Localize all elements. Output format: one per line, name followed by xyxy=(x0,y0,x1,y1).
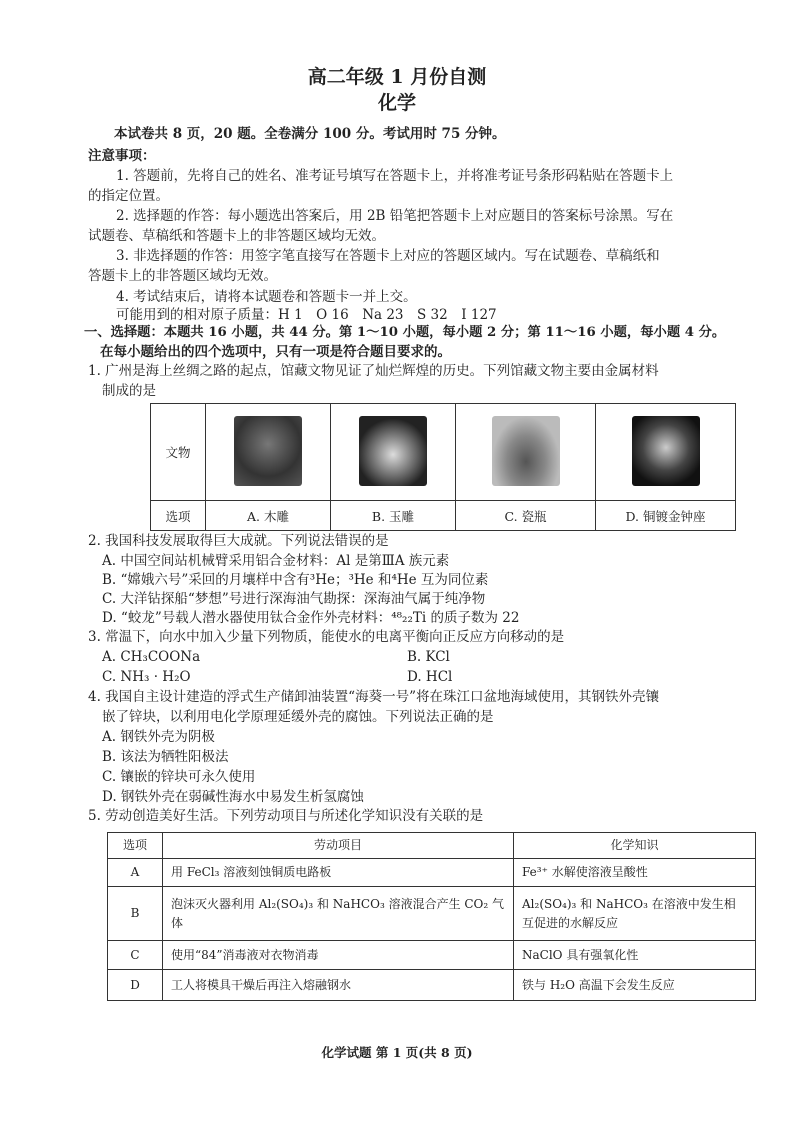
notice-line: 3. 非选择题的作答：用签字笔直接写在答题卡上对应的答题区域内。写在试题卷、草稿纸和 xyxy=(116,248,660,264)
q4-option: B. 该法为牺牲阳极法 xyxy=(102,749,229,765)
row-labor: 使用“84”消毒液对衣物消毒 xyxy=(163,941,514,970)
table-row xyxy=(108,859,756,887)
wood-carving-image xyxy=(234,416,302,486)
row-knowledge: Fe³⁺ 水解使溶液呈酸性 xyxy=(514,859,756,887)
q1-table xyxy=(150,403,736,531)
row-label: 文物 xyxy=(151,404,206,501)
table-row xyxy=(108,970,756,1001)
row-label: 选项 xyxy=(151,501,206,531)
q2-option: B. “嫦娥六号”采回的月壤样中含有³He；³He 和⁴He 互为同位素 xyxy=(102,572,489,588)
row-labor: 工人将模具干燥后再注入熔融钢水 xyxy=(163,970,514,1001)
row-labor: 用 FeCl₃ 溶液刻蚀铜质电路板 xyxy=(163,859,514,887)
notice-heading: 注意事项： xyxy=(88,148,156,164)
notice-line: 1. 答题前，先将自己的姓名、准考证号填写在答题卡上，并将准考证号条形码粘贴在答题卡上 xyxy=(116,168,674,184)
atomic-masses: 可能用到的相对原子质量：H 1 O 16 Na 23 S 32 I 127 xyxy=(116,307,497,323)
q4-stem: 4. 我国自主设计建造的浮式生产储卸油装置“海葵一号”将在珠江口盆地海域使用，其钢铁外壳镶 xyxy=(88,689,659,705)
row-option: C xyxy=(108,941,163,970)
q1-stem: 1. 广州是海上丝绸之路的起点，馆藏文物见证了灿烂辉煌的历史。下列馆藏文物主要由金属材料 xyxy=(88,363,659,379)
option-label: B. 玉雕 xyxy=(331,501,456,531)
table-row xyxy=(108,887,756,941)
row-option: A xyxy=(108,859,163,887)
row-option: D xyxy=(108,970,163,1001)
section-instruction: 在每小题给出的四个选项中，只有一项是符合题目要求的。 xyxy=(100,344,451,360)
q5-table xyxy=(107,832,756,1001)
row-option: B xyxy=(108,887,163,941)
q3-option: D. HCl xyxy=(407,669,453,685)
header-knowledge: 化学知识 xyxy=(514,833,756,859)
header-option: 选项 xyxy=(108,833,163,859)
row-knowledge: 铁与 H₂O 高温下会发生反应 xyxy=(514,970,756,1001)
notice-line: 4. 考试结束后，请将本试题卷和答题卡一并上交。 xyxy=(116,289,417,305)
q5-stem: 5. 劳动创造美好生活。下列劳动项目与所述化学知识没有关联的是 xyxy=(88,808,484,824)
q4-option: C. 镶嵌的锌块可永久使用 xyxy=(102,769,256,785)
row-knowledge: Al₂(SO₄)₃ 和 NaHCO₃ 在溶液中发生相互促进的水解反应 xyxy=(514,887,756,941)
notice-line: 的指定位置。 xyxy=(88,188,169,204)
subject-title: 化学 xyxy=(377,92,416,114)
q3-option: C. NH₃ · H₂O xyxy=(102,669,191,685)
exam-summary: 本试卷共 8 页，20 题。全卷满分 100 分。考试用时 75 分钟。 xyxy=(114,126,506,142)
q4-option: A. 钢铁外壳为阴极 xyxy=(102,729,215,745)
page-title: 高二年级 1 月份自测 xyxy=(307,66,487,88)
q1-stem: 制成的是 xyxy=(102,383,156,399)
porcelain-vase-image xyxy=(492,416,560,486)
clock-base-image xyxy=(632,416,700,486)
notice-line: 答题卡上的非答题区域均无效。 xyxy=(88,268,277,284)
q2-option: D. “蛟龙”号载人潜水器使用钛合金作外壳材料：⁴⁸₂₂Ti 的质子数为 22 xyxy=(102,610,520,626)
header-labor: 劳动项目 xyxy=(163,833,514,859)
section-heading: 一、选择题：本题共 16 小题，共 44 分。第 1～10 小题，每小题 2 分；第 11～16 小题，每小题 4 分。 xyxy=(84,325,726,340)
row-knowledge: NaClO 具有强氧化性 xyxy=(514,941,756,970)
q4-option: D. 钢铁外壳在弱碱性海水中易发生析氢腐蚀 xyxy=(102,789,364,805)
q3-stem: 3. 常温下，向水中加入少量下列物质，能使水的电离平衡向正反应方向移动的是 xyxy=(88,629,565,645)
q2-option: C. 大洋钻探船“梦想”号进行深海油气勘探：深海油气属于纯净物 xyxy=(102,591,486,607)
notice-line: 2. 选择题的作答：每小题选出答案后，用 2B 铅笔把答题卡上对应题目的答案标号涂黑。写在 xyxy=(116,208,674,224)
notice-line: 试题卷、草稿纸和答题卡上的非答题区域均无效。 xyxy=(88,228,385,244)
option-label: C. 瓷瓶 xyxy=(456,501,596,531)
row-labor: 泡沫灭火器利用 Al₂(SO₄)₃ 和 NaHCO₃ 溶液混合产生 CO₂ 气体 xyxy=(163,887,514,941)
q3-option: B. KCl xyxy=(407,649,450,665)
q2-stem: 2. 我国科技发展取得巨大成就。下列说法错误的是 xyxy=(88,533,389,549)
option-label: D. 铜镀金钟座 xyxy=(596,501,736,531)
q2-option: A. 中国空间站机械臂采用铝合金材料：Al 是第ⅢA 族元素 xyxy=(102,553,450,569)
table-row xyxy=(108,941,756,970)
page-footer: 化学试题 第 1 页(共 8 页) xyxy=(321,1045,473,1060)
jade-carving-image xyxy=(359,416,427,486)
q4-stem: 嵌了锌块，以利用电化学原理延缓外壳的腐蚀。下列说法正确的是 xyxy=(102,709,494,725)
q3-option: A. CH₃COONa xyxy=(102,649,201,665)
option-label: A. 木雕 xyxy=(206,501,331,531)
